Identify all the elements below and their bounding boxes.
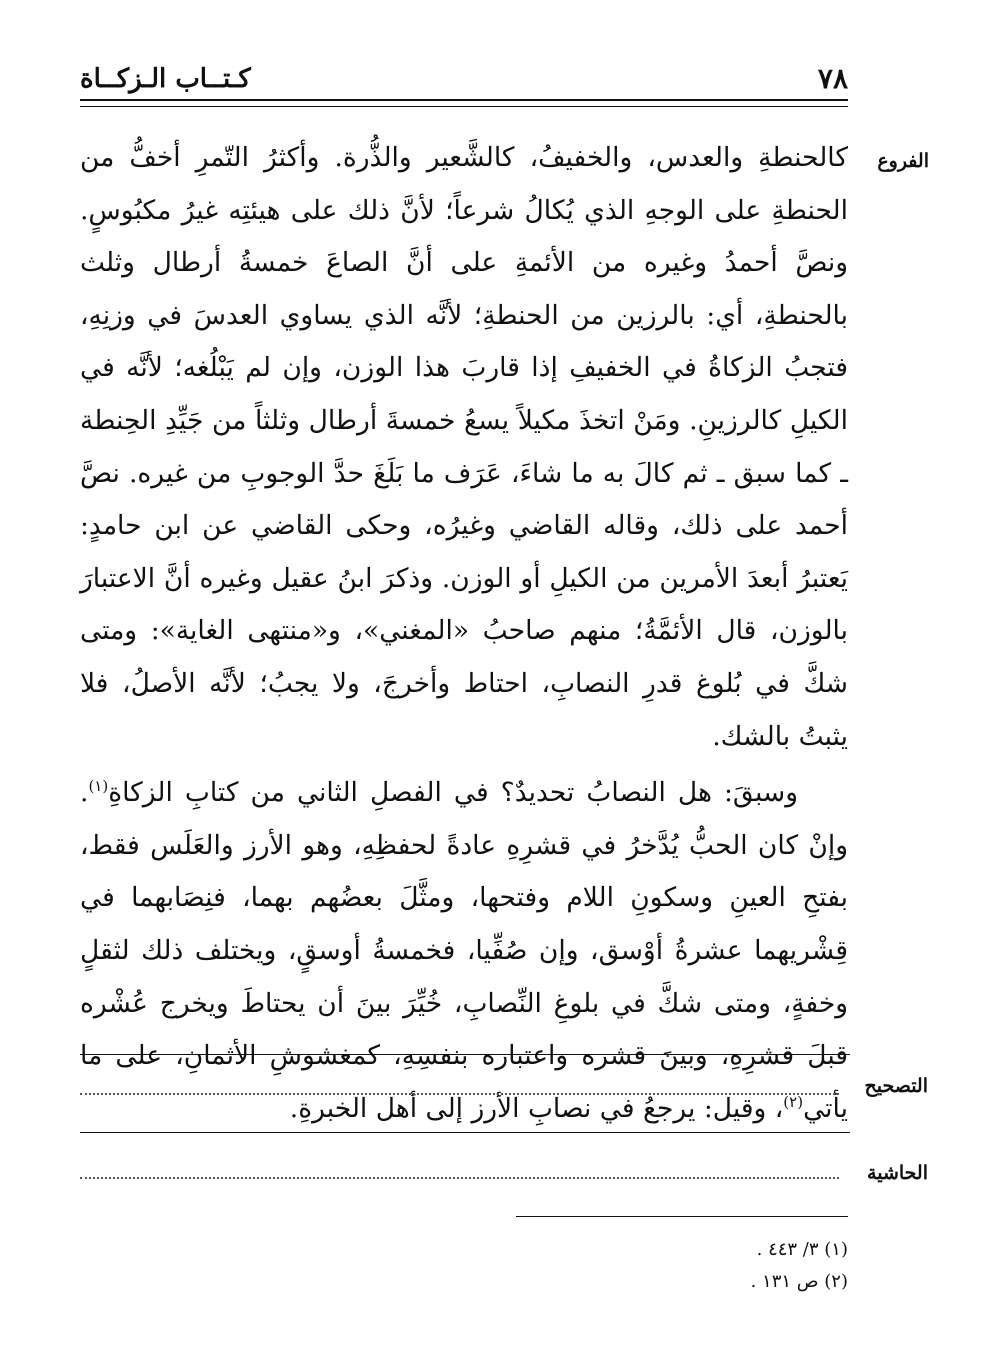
header-rule — [80, 99, 848, 107]
margin-note-label: الحاشية — [867, 1162, 928, 1184]
main-text — [80, 132, 848, 1135]
margin-note-dotted-line — [80, 1177, 839, 1179]
footnote-rule — [516, 1216, 848, 1217]
footnote-2: (٢) ص ١٣١ . — [750, 1271, 848, 1292]
paragraph-2-part-3: ، وقيل: يرجعُ في نصابِ الأرز إلى أهل الخبرةِ. — [289, 1092, 784, 1124]
footnote-ref-2: (٢) — [783, 1092, 804, 1111]
paragraph-1: كالحنطةِ والعدس، والخفيفُ، كالشَّعير والذُّرة. وأكثرُ التّمرِ أخفُّ من الحنطةِ على الوجهِ الذي يُكالُ شرعاً؛ لأنَّ ذلك على هيئتِه غيرُ مكبُوسٍ. ونصَّ أحمدُ وغيره من الأئمةِ على أنَّ الصاعَ خمسةُ أرطال وثلث بالحنطةِ، أي: بالرزين من الحنطةِ؛ لأنَّه الذي يساوي العدسَ في وزنِهِ، فتجبُ الزكاةُ في الخفيفِ إذا قاربَ هذا الوزن، وإن لم يَبْلُغه؛ لأنَّه في الكيلِ كالرزينِ. ومَنْ اتخذَ مكيلاً يسعُ خمسةَ أرطال وثلثاً من جَيِّدِ الحِنطة ـ كما سبق ـ ثم كالَ به ما شاءَ، عَرَف ما بَلَغَ حدَّ الوجوبِ من غيره. نصَّ أحمد على ذلك، وقاله القاضي وغيرُه، وحكى القاضي عن ابن حامدٍ: يَعتبرُ أبعدَ الأمرين من الكيلِ أو الوزن. وذكرَ ابنُ عقيل وغيره أنَّ الاعتبارَ بالوزن، قال الأئمَّةُ؛ منهم صاحبُ «المغني»، و«منتهى الغاية»: ومتى شكَّ في بُلوغ قدرِ النصابِ، احتاط وأخرجَ، ولا يجبُ؛ لأنَّه الأصلُ، فلا يثبتُ بالشك. — [80, 142, 848, 752]
running-title: كـتــاب الـزكــاة — [80, 64, 251, 94]
margin-note-top-rule — [80, 1132, 850, 1133]
correction-label: التصحيح — [864, 1075, 928, 1097]
side-label: الفروع — [877, 150, 929, 172]
paragraph-2 — [80, 767, 848, 1135]
paragraph-2-part-1: وسبقَ: هل النصابُ تحديدٌ؟ في الفصلِ الثاني من كتابِ الزكاةِ — [108, 777, 798, 809]
paragraph-2-part-2: . وإنْ كان الحبُّ يُدَّخرُ في قشرِهِ عادةً لحفظِهِ، وهو الأرز والعَلَس فقط، بفتحِ العينِ وسكونِ اللام وفتحها، ومثَّلَ بعضُهم بهما، فنِصَابهما في قِشْريهما عشرةُ أوْسق، وإن صُفِّيا، فخمسةُ أوسقٍ، ويختلف ذلك لثقلٍ وخفةٍ، ومتى شكَّ في بلوغِ النِّصابِ، خُيِّرَ بينَ أن يحتاطَ ويخرج عُشْره قبلَ قشرِهِ، وبينَ قشره واعتباره بنفسِهِ، كمغشوشِ الأثمانِ، على ما يأتي — [80, 777, 848, 1124]
footnote-ref-1: (١) — [88, 777, 109, 796]
correction-dotted-line — [80, 1093, 839, 1095]
page-header — [80, 62, 848, 96]
page-number: ٧٨ — [817, 62, 848, 95]
correction-top-rule — [80, 1054, 850, 1055]
footnote-1: (١) ٣/ ٤٤٣ . — [756, 1239, 848, 1260]
